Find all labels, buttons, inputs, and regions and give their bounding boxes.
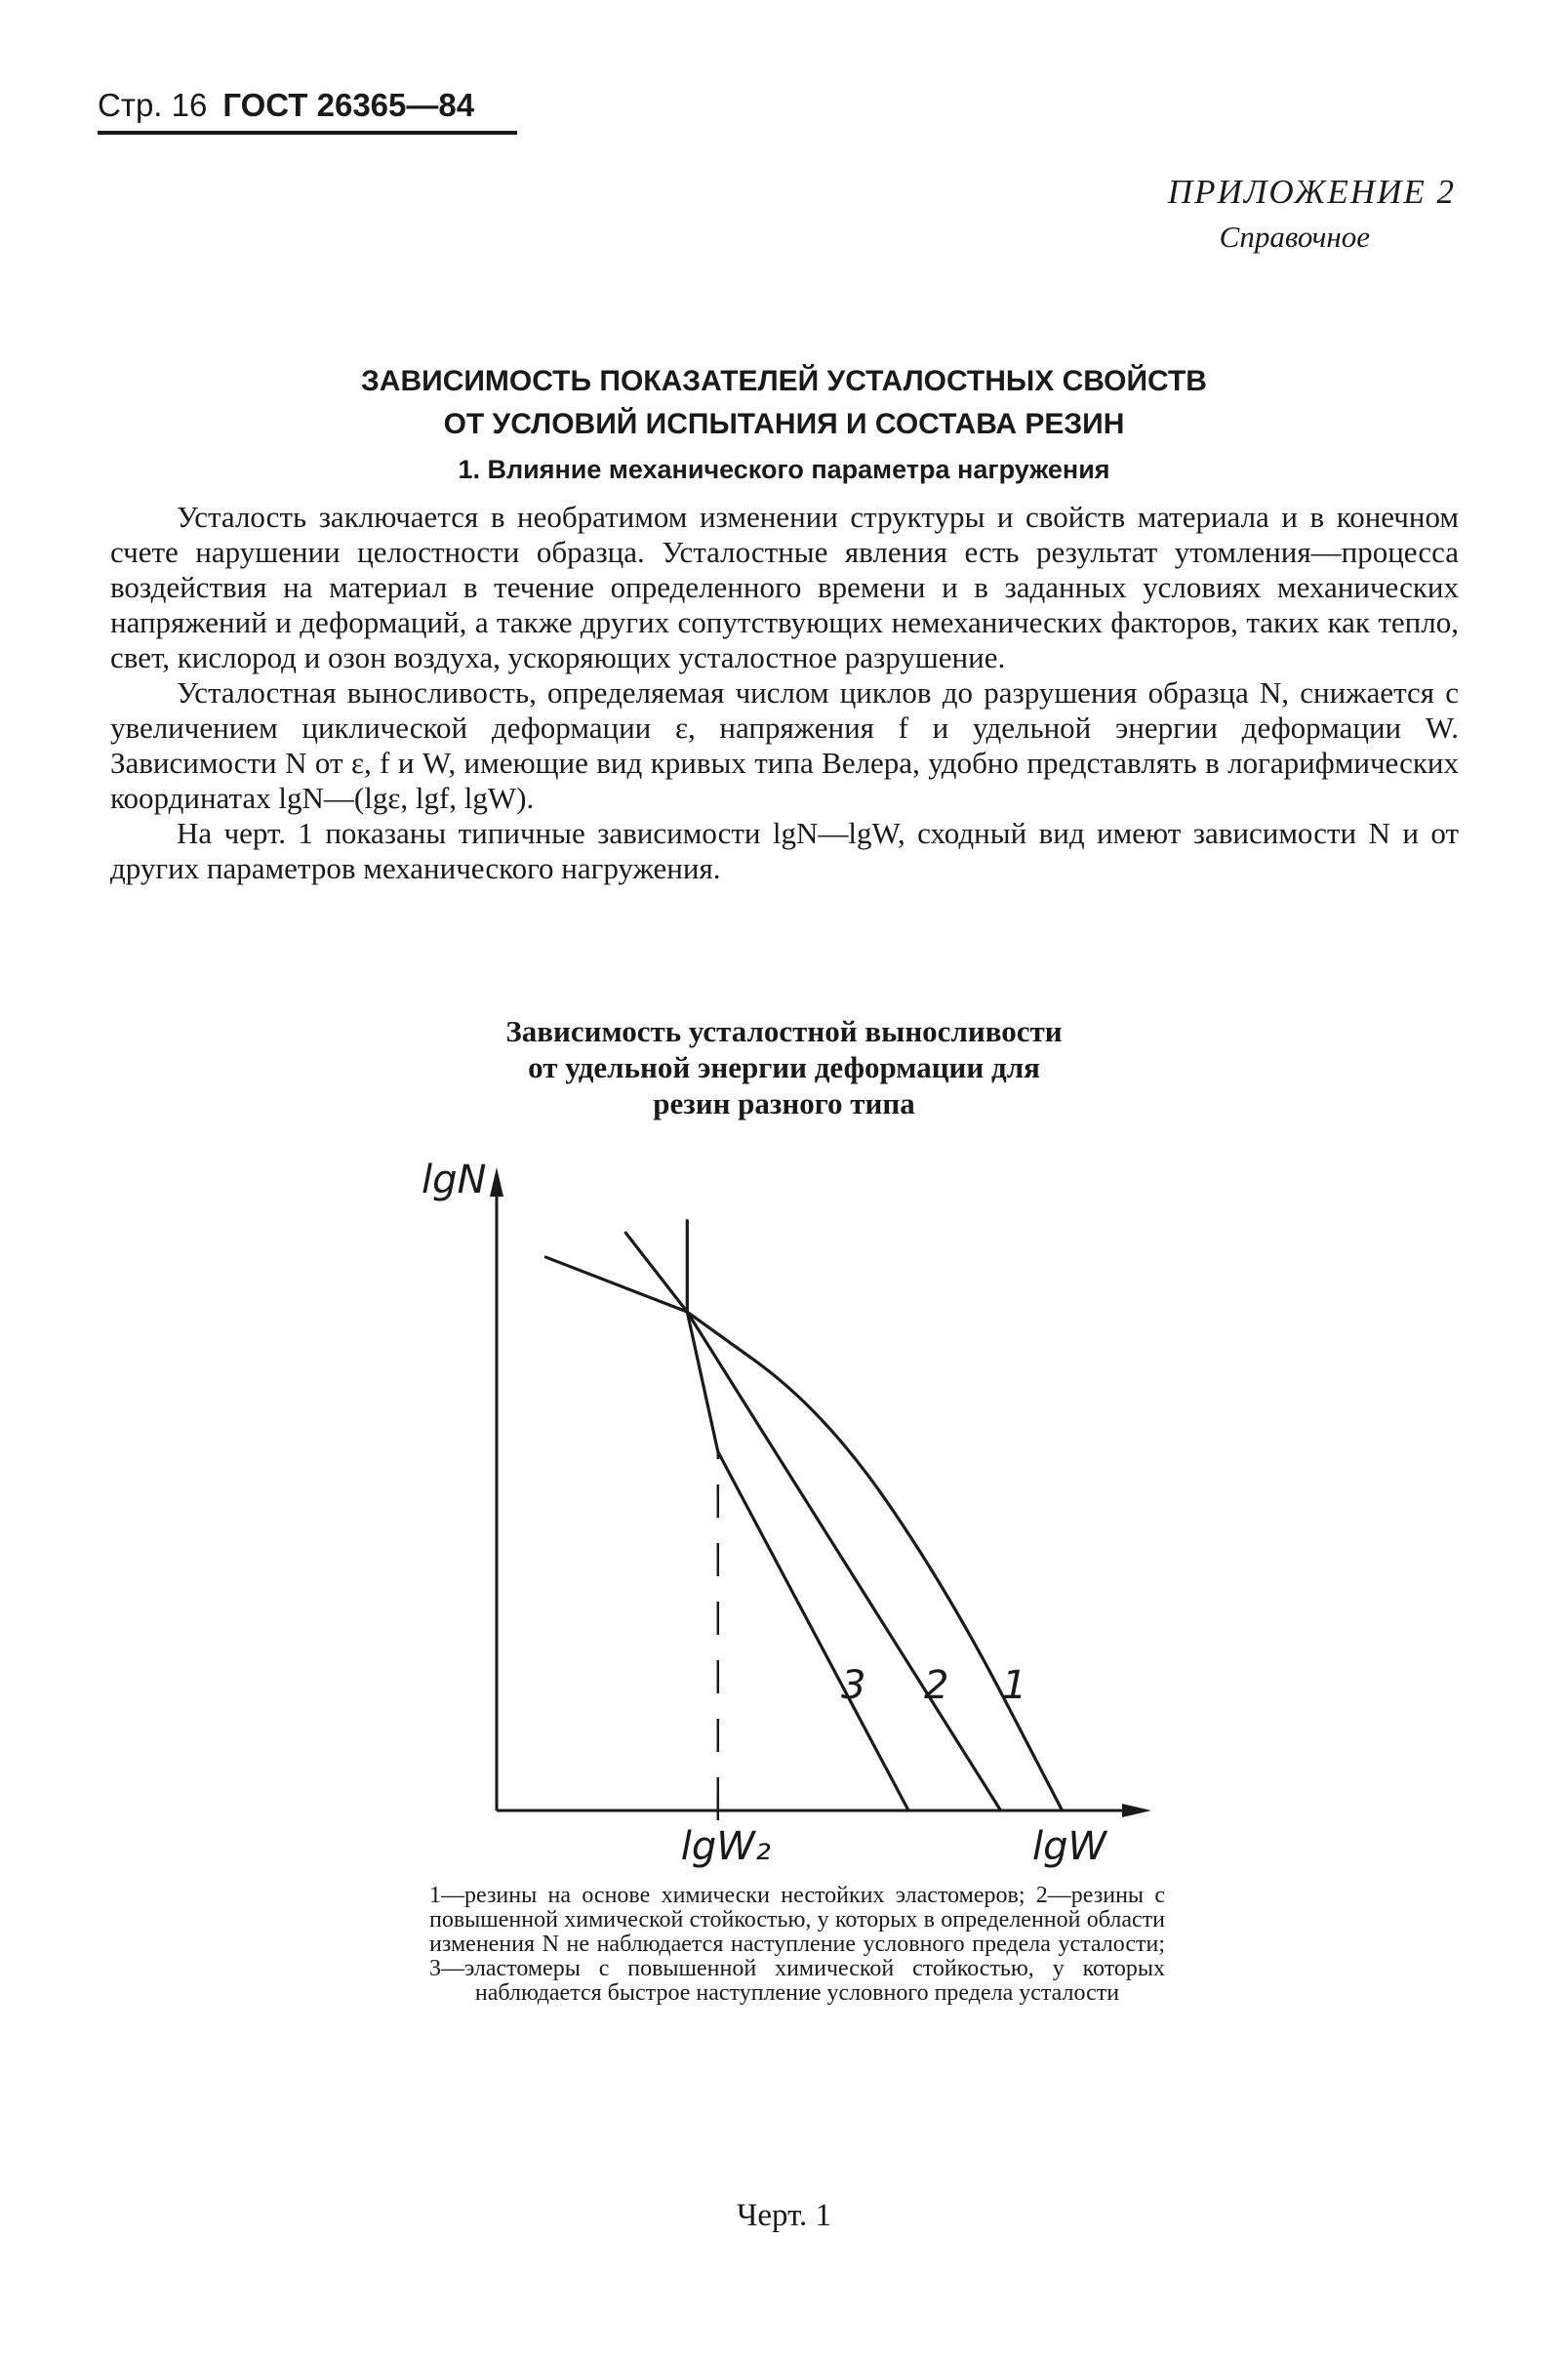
document-title-line-1: ЗАВИСИМОСТЬ ПОКАЗАТЕЛЕЙ УСТАЛОСТНЫХ СВОЙСТВ xyxy=(361,365,1207,397)
page-number: Стр. 16 xyxy=(98,87,208,123)
figure-legend: 1—резины на основе химически нестойких эластомеров; 2—резины с повышенной химической стойкостью, у которых в определенной области изменения N не наблюдается наступление условного предела усталости; 3—эластомеры с повышенной химической стойкостью, у которых наблюдается быстрое наступление условного предела усталости xyxy=(429,1883,1165,2006)
figure-title-line-2: от удельной энергии деформации для xyxy=(528,1050,1040,1084)
series-label-3: 3 xyxy=(841,1663,866,1708)
section-heading: 1. Влияние механического параметра нагружения xyxy=(458,455,1110,484)
x-axis-arrow xyxy=(1122,1804,1151,1817)
y-axis-label: lgN xyxy=(422,1158,487,1202)
series-line-1 xyxy=(545,1257,1062,1811)
series-label-2: 2 xyxy=(924,1663,949,1708)
series-line-3 xyxy=(687,1221,908,1811)
paragraph-2: Усталостная выносливость, определяемая числом циклов до разрушения образца N, снижается с увеличением циклической деформации ε, напряжения f и удельной энергии деформации W. Зависимости N от ε, f и W, имеющие вид кривых типа Велера, удобно представлять в логарифмических координатах lgN—(lgε, lgf, lgW). xyxy=(110,675,1459,815)
paragraph-3: На черт. 1 показаны типичные зависимости lgN—lgW, сходный вид имеют зависимости N и от других параметров механического нагружения. xyxy=(110,816,1459,885)
figure-title-line-3: резин разного типа xyxy=(653,1086,915,1120)
x-marker-label: lgW₂ xyxy=(680,1824,771,1869)
appendix-title: ПРИЛОЖЕНИЕ 2 xyxy=(1167,173,1456,211)
paragraph-1: Усталость заключается в необратимом изменении структуры и свойств материала и в конечном счете нарушении целостности образца. Усталостные явления есть результат утомления—процесса воздействия на материал в течение определенного времени и в заданных условиях механических напряжений и деформаций, а также других сопутствующих немеханических факторов, таких как тепло, свет, кислород и озон воздуха, ускоряющих усталостное разрушение. xyxy=(110,500,1459,674)
x-axis-label: lgW xyxy=(1032,1824,1107,1869)
series-label-1: 1 xyxy=(1002,1663,1027,1708)
series-layer xyxy=(545,1221,1062,1820)
figure-caption: Черт. 1 xyxy=(736,2198,832,2233)
figure-title-line-1: Зависимость усталостной выносливости xyxy=(505,1014,1063,1048)
appendix-subtitle: Справочное xyxy=(1219,220,1370,254)
standard-number: ГОСТ 26365—84 xyxy=(222,87,475,123)
document-title-line-2: ОТ УСЛОВИЙ ИСПЫТАНИЯ И СОСТАВА РЕЗИН xyxy=(443,408,1125,440)
series-line-2 xyxy=(625,1233,1000,1811)
y-axis-arrow xyxy=(490,1167,503,1197)
